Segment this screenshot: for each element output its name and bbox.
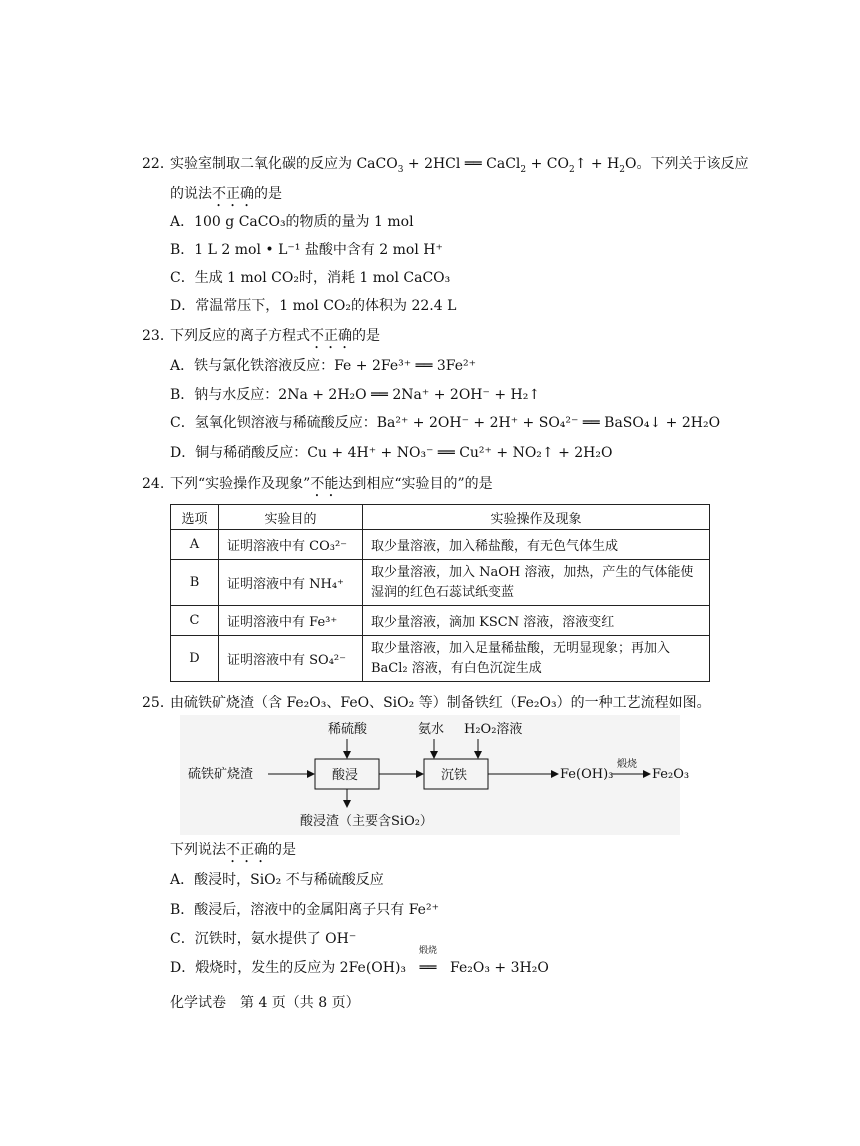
q23-option-b: B．钠与水反应：2Na + 2H₂O ══ 2Na⁺ + 2OH⁻ + H₂↑ — [170, 387, 541, 403]
row-goal: 证明溶液中有 NH₄⁺ — [219, 560, 363, 606]
table-row — [171, 606, 710, 636]
flow-reagent-ammonia: 氨水 — [418, 722, 445, 737]
header-option: 选项 — [171, 505, 219, 530]
row-operation: 取少量溶液，滴加 KSCN 溶液，溶液变红 — [363, 606, 710, 636]
q25-number: 25． — [142, 695, 174, 711]
flow-product-feoh3: Fe(OH)₃ — [560, 767, 614, 782]
table-row — [171, 560, 710, 606]
row-goal: 证明溶液中有 Fe³⁺ — [219, 606, 363, 636]
header-goal: 实验目的 — [219, 505, 363, 530]
q25-stem: 由硫铁矿烧渣（含 Fe₂O₃、FeO、SiO₂ 等）制备铁红（Fe₂O₃）的一种工艺流程如图。 — [170, 695, 711, 711]
row-operation: 取少量溶液，加入稀盐酸，有无色气体生成 — [363, 530, 710, 560]
row-goal: 证明溶液中有 CO₃²⁻ — [219, 530, 363, 560]
row-option: C — [171, 606, 219, 636]
q24-number: 24. — [142, 476, 165, 492]
q23-option-d: D．铜与稀硝酸反应：Cu + 4H⁺ + NO₃⁻ ══ Cu²⁺ + NO₂↑ + 2H₂O — [170, 445, 613, 461]
flow-box-iron-precipitation-label: 沉铁 — [441, 768, 468, 783]
equation-condition: 煅烧 — [419, 946, 438, 956]
page-footer: 化学试卷 第 4 页（共 8 页） — [170, 995, 360, 1011]
q25-option-c: C．沉铁时，氨水提供了 OH⁻ — [170, 931, 357, 947]
row-goal: 证明溶液中有 SO₄²⁻ — [219, 636, 363, 682]
experiment-table — [170, 504, 710, 682]
row-operation: 取少量溶液，加入 NaOH 溶液，加热，产生的气体能使湿润的红色石蕊试纸变蓝 — [363, 560, 710, 606]
q25-option-d: D．煅烧时，发生的反应为 2Fe(OH)₃ 煅烧 ══ Fe₂O₃ + 3H₂O — [170, 946, 549, 976]
q22-option-b: B．1 L 2 mol • L⁻¹ 盐酸中含有 2 mol H⁺ — [170, 242, 443, 258]
q23-option-a: A．铁与氯化铁溶液反应：Fe + 2Fe³⁺ ══ 3Fe²⁺ — [170, 358, 477, 374]
flow-input-label: 硫铁矿烧渣 — [188, 767, 254, 782]
q23-option-c: C．氢氧化钡溶液与稀硫酸反应：Ba²⁺ + 2OH⁻ + 2H⁺ + SO₄²⁻ ══ BaSO₄↓ + 2H₂O — [170, 415, 721, 431]
flow-product-fe2o3: Fe₂O₃ — [652, 767, 690, 782]
row-option: B — [171, 560, 219, 606]
flow-condition-calcine: 煅烧 — [617, 759, 637, 770]
row-option: D — [171, 636, 219, 682]
flow-residue-label: 酸浸渣（主要含SiO₂） — [300, 814, 433, 829]
table-header-row — [171, 505, 710, 530]
q22-option-c: C．生成 1 mol CO₂时，消耗 1 mol CaCO₃ — [170, 270, 451, 286]
q22-stem: 实验室制取二氧化碳的反应为 CaCO$_3$ + 2HCl ══ CaCl$_2$ + $CO_2↑ + H_2O$。下列关于该反应 — [170, 156, 749, 175]
header-operation: 实验操作及现象 — [363, 505, 710, 530]
flow-reagent-h2o2: H₂O₂溶液 — [464, 722, 523, 737]
q22-stem-line2: 的说法不正确的是 — [170, 186, 282, 202]
q22-option-a: A．100 g CaCO₃的物质的量为 1 mol — [170, 214, 414, 230]
flow-reagent-sulfuric-acid: 稀硫酸 — [328, 722, 368, 737]
row-operation: 取少量溶液，加入足量稀盐酸，无明显现象；再加入 BaCl₂ 溶液，有白色沉淀生成 — [363, 636, 710, 682]
process-flow-diagram — [180, 715, 690, 835]
q23-number: 23． — [142, 328, 174, 344]
q22-number: 22． — [142, 156, 174, 172]
row-option: A — [171, 530, 219, 560]
table-row — [171, 530, 710, 560]
q25-sub-stem: 下列说法不正确的是 — [170, 842, 296, 858]
q23-stem: 下列反应的离子方程式不正确的是 — [170, 328, 380, 344]
q25-option-a: A．酸浸时，SiO₂ 不与稀硫酸反应 — [170, 872, 384, 888]
equation-arrow: 煅烧 ══ — [406, 958, 450, 978]
table-row — [171, 636, 710, 682]
q22-option-d: D．常温常压下，1 mol CO₂的体积为 22.4 L — [170, 298, 457, 314]
q25-option-b: B．酸浸后，溶液中的金属阳离子只有 Fe²⁺ — [170, 902, 439, 918]
q24-stem: 下列“实验操作及现象”不能达到相应“实验目的”的是 — [170, 476, 493, 492]
flow-box-acid-leach-label: 酸浸 — [332, 768, 359, 783]
